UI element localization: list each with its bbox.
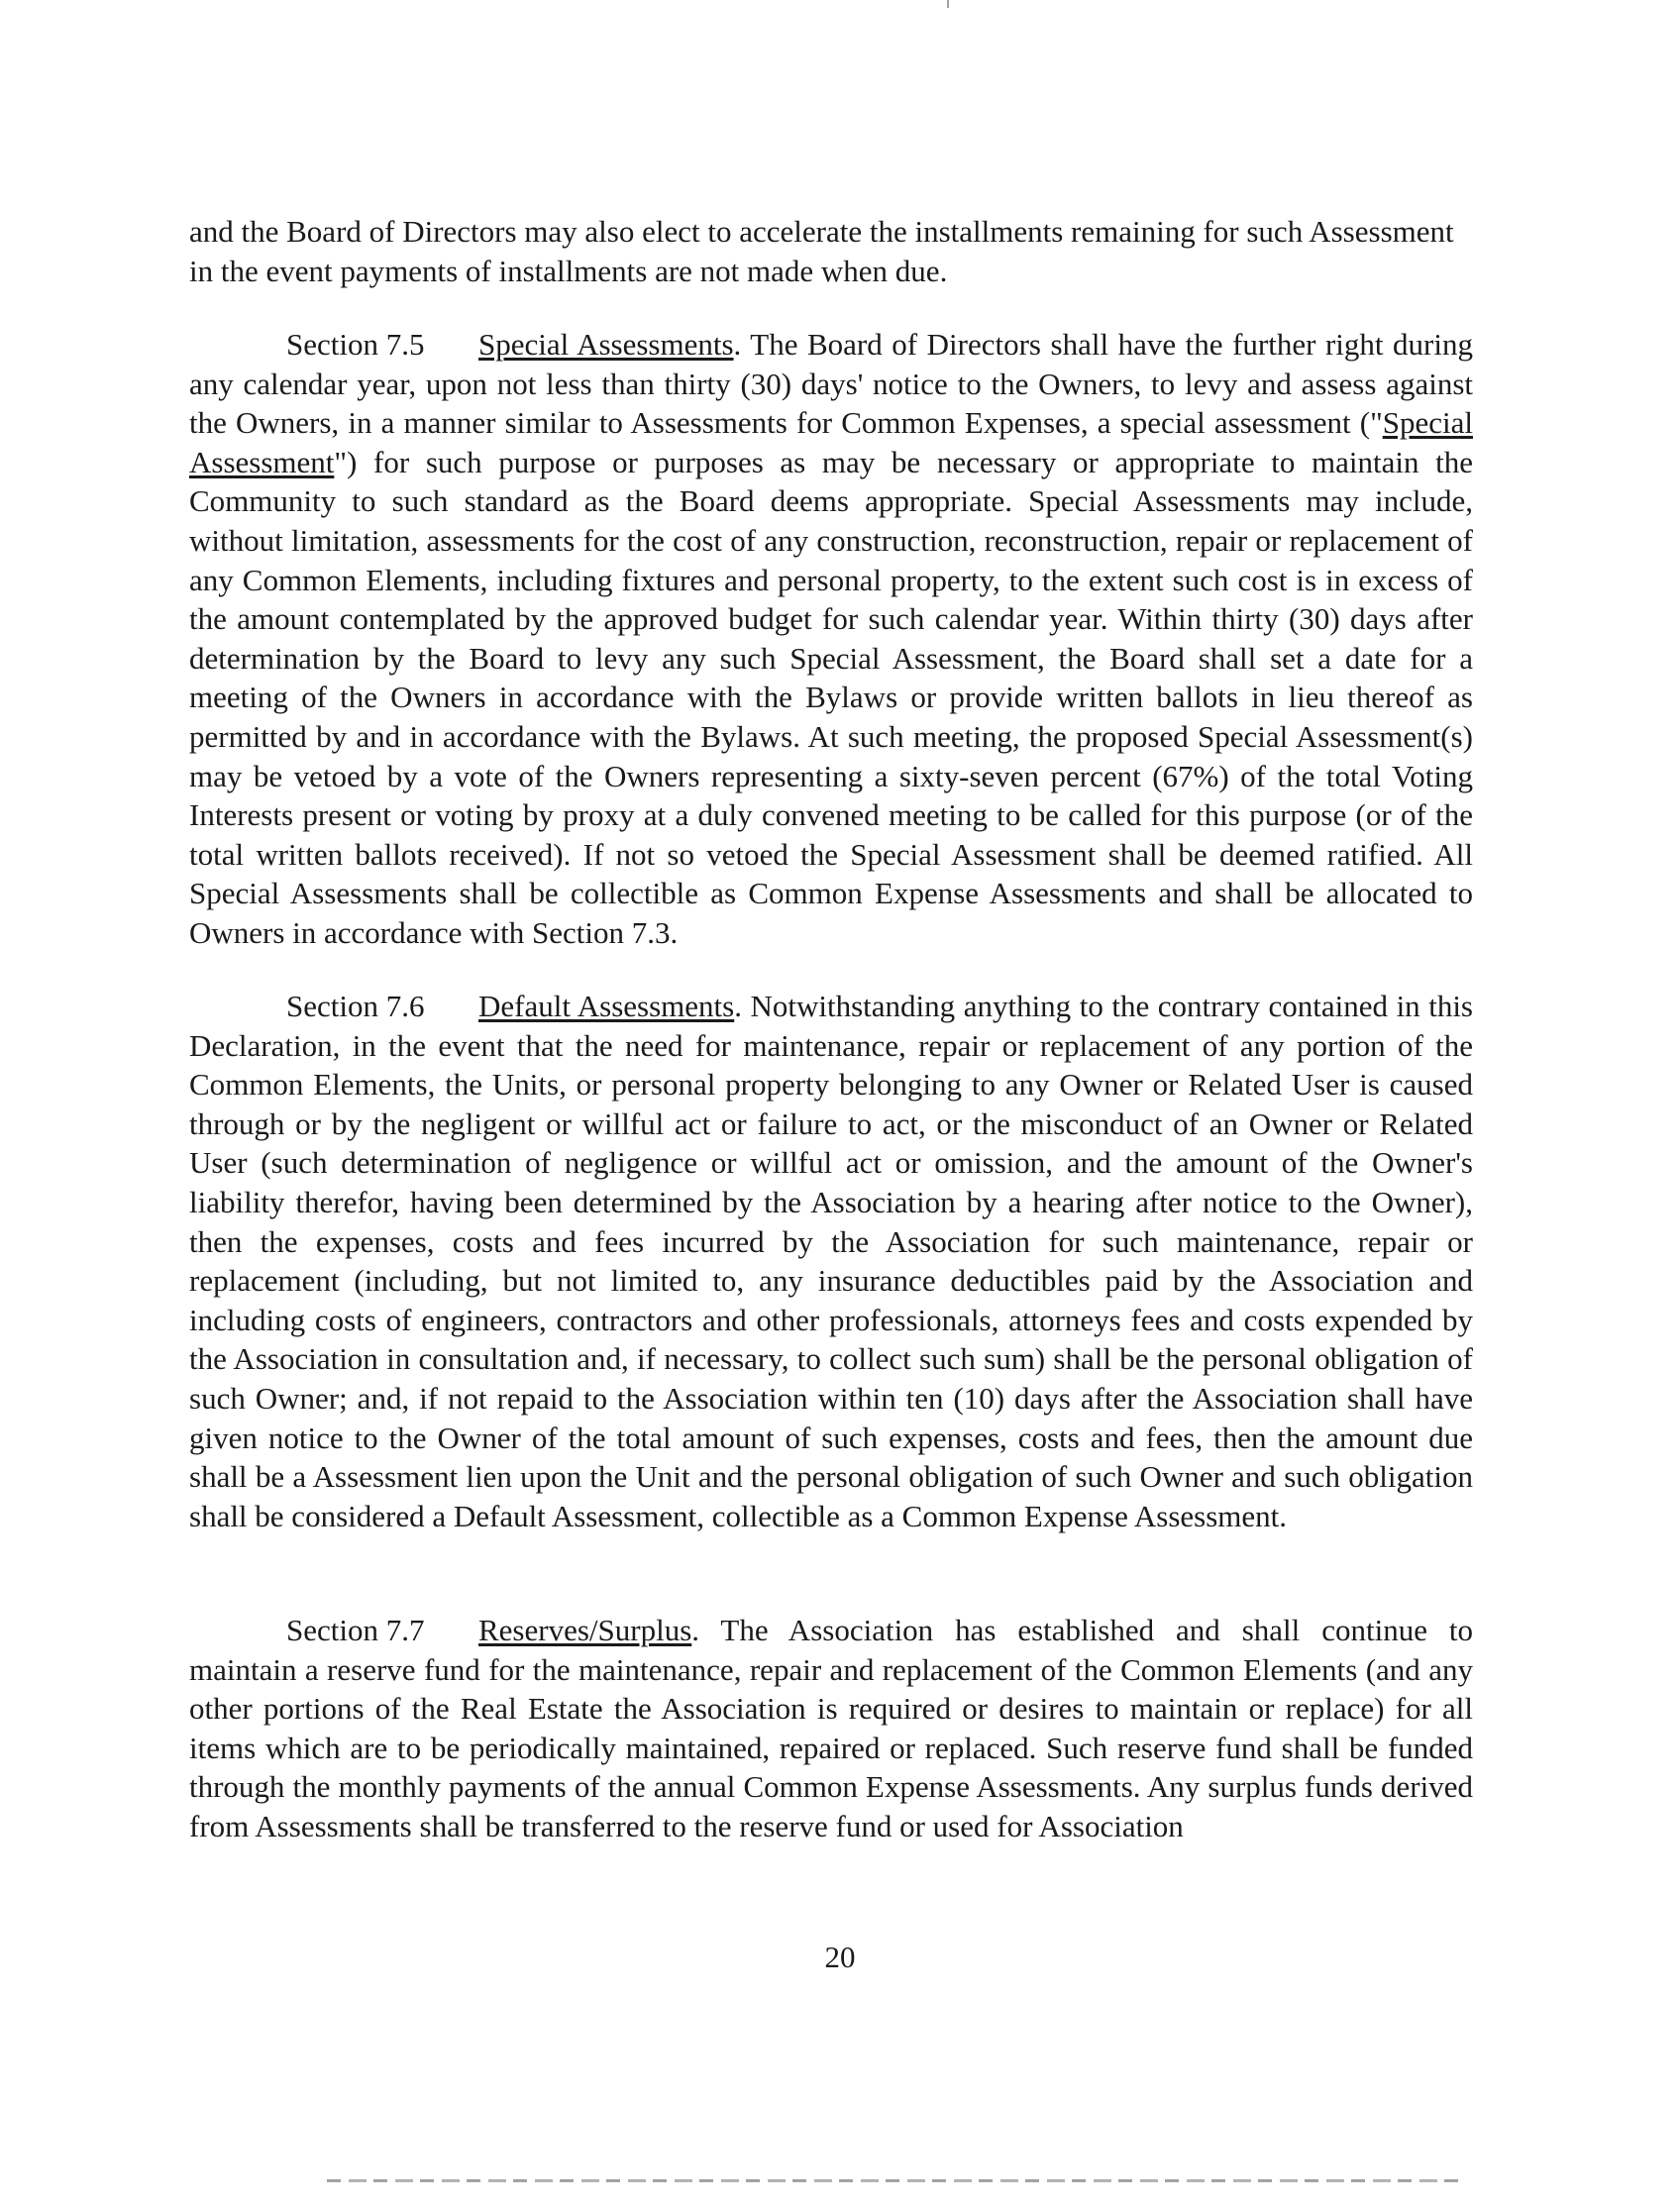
- paragraph-section-7-7: [189, 1611, 1473, 1846]
- section-body-text: ") for such purpose or purposes as may be necessary or appropriate to maintain the Community to such standard as the Board deems appropriate. Special Assessments may include, without limitation, assessments for the cost of any construction, reconstruction, repair or replacement of any Common Elements, including fixtures and personal property, to the extent such cost is in excess of the amount contemplated by the approved budget for such calendar year. Within thirty (30) days after determination by the Board to levy any such Special Assessment, the Board shall set a date for a meeting of the Owners in accordance with the Bylaws or provide written ballots in lieu thereof as permitted by and in accordance with the Bylaws. At such meeting, the proposed Special Assessment(s) may be vetoed by a vote of the Owners representing a sixty-seven percent (67%) of the total Voting Interests present or voting by proxy at a duly convened meeting to be called for this purpose (or of the total written ballots received). If not so vetoed the Special Assessment shall be deemed ratified. All Special Assessments shall be collectible as Common Expense Assessments and shall be allocated to Owners in accordance with Section 7.3.: [189, 444, 1473, 950]
- continuation-text: and the Board of Directors may also elect to accelerate the installments remaining for such Assessment in the event payments of installments are not made when due.: [189, 214, 1454, 288]
- section-body-text: . The Association has established and shall continue to maintain a reserve fund for the maintenance, repair and replacement of the Common Elements (and any other portions of the Real Estate the Association is required or desires to maintain or replace) for all items which are to be periodically maintained, repaired or replaced. Such reserve fund shall be funded through the monthly payments of the annual Common Expense Assessments. Any surplus funds derived from Assessments shall be transferred to the reserve fund or used for Association: [189, 1613, 1473, 1843]
- scan-artifact-top: [947, 0, 949, 8]
- scan-artifact-bottom: [327, 2179, 1466, 2182]
- defined-term: Special Assessment: [189, 405, 1473, 479]
- section-title: Special Assessments: [478, 327, 734, 362]
- section-title: Default Assessments: [478, 989, 735, 1023]
- paragraph-continuation: [189, 212, 1473, 290]
- section-title: Reserves/Surplus: [478, 1613, 692, 1647]
- section-number: Section 7.6: [286, 989, 425, 1023]
- section-number: Section 7.7: [286, 1613, 425, 1647]
- page-number: 20: [824, 1940, 856, 1974]
- paragraph-section-7-5: [189, 325, 1473, 953]
- section-body-text: . Notwithstanding anything to the contrary contained in this Declaration, in the event that the need for maintenance, repair or replacement of any portion of the Common Elements, the Units, or personal property belonging to any Owner or Related User is caused through or by the negligent or willful act or failure to act, or the misconduct of an Owner or Related User (such determination of negligence or willful act or omission, and the amount of the Owner's liability therefor, having been determined by the Association by a hearing after notice to the Owner), then the expenses, costs and fees incurred by the Association for such maintenance, repair or replacement (including, but not limited to, any insurance deductibles paid by the Association and including costs of engineers, contractors and other professionals, attorneys fees and costs expended by the Association in consultation and, if necessary, to collect such sum) shall be the personal obligation of such Owner; and, if not repaid to the Association within ten (10) days after the Association shall have given notice to the Owner of the total amount of such expenses, costs and fees, then the amount due shall be a Assessment lien upon the Unit and the personal obligation of such Owner and such obligation shall be considered a Default Assessment, collectible as a Common Expense Assessment.: [189, 989, 1473, 1533]
- section-number: Section 7.5: [286, 327, 425, 362]
- paragraph-section-7-6: [189, 987, 1473, 1535]
- section-body-text: . The Board of Directors shall have the further right during any calendar year, upon not less than thirty (30) days' notice to the Owners, to levy and assess against the Owners, in a manner similar to Assessments for Common Expenses, a special assessment (": [189, 327, 1473, 441]
